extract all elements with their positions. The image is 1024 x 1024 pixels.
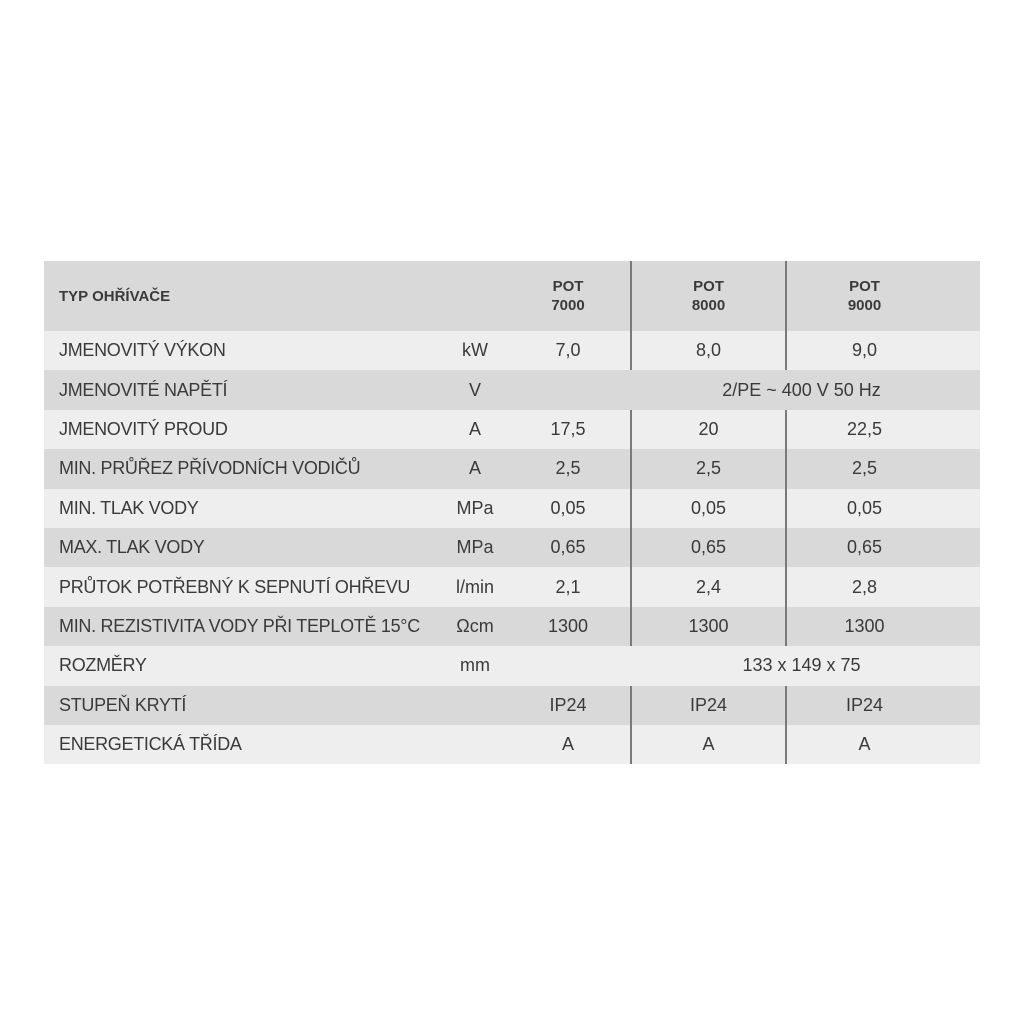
row-value-7000: 1300 [547,615,589,636]
table-row [44,567,980,606]
row-label: MAX. TLAK VODY [59,537,205,558]
row-unit [444,686,506,725]
row-value-8000: 0,65 [630,528,785,567]
row-value-8000: 2,5 [630,449,785,488]
row-value-8000: 20 [630,410,785,449]
row-unit: l/min [455,576,494,597]
table-row [44,331,980,370]
row-value-9000: 0,65 [785,528,942,567]
model-number: 7000 [551,297,585,314]
table-header-row [44,261,980,331]
table-row [44,370,980,409]
row-label: MIN. TLAK VODY [59,497,199,518]
table-row [44,410,980,449]
header-model-9000 [785,261,942,331]
table-row [44,646,980,685]
row-value-7000: 17,5 [550,418,586,439]
row-label: ENERGETICKÁ TŘÍDA [59,734,242,755]
row-value-9000: 22,5 [785,410,942,449]
row-label: MIN. PRŮŘEZ PŘÍVODNÍCH VODIČŮ [59,458,361,479]
model-number: 9000 [847,297,882,314]
row-label: MIN. REZISTIVITA VODY PŘI TEPLOTĚ 15°C [59,615,420,636]
row-value-8000: 2,4 [630,567,785,606]
table-row [44,607,980,646]
model-name: POT [552,278,584,295]
row-value-7000: IP24 [549,694,587,715]
table-row [44,449,980,488]
row-value-9000: IP24 [785,686,942,725]
row-label: STUPEŇ KRYTÍ [59,694,187,715]
row-value-7000: A [561,734,574,755]
row-value-7000: 2,1 [555,576,581,597]
row-unit [444,725,506,764]
model-name: POT [849,278,880,295]
row-label: JMENOVITÝ VÝKON [59,340,226,361]
row-label: JMENOVITÝ PROUD [59,418,228,439]
row-value-7000: 7,0 [555,340,581,361]
row-value-9000: 9,0 [785,331,942,370]
row-unit: MPa [456,497,494,518]
row-unit: kW [462,340,488,361]
row-unit: mm [460,655,490,676]
row-value-8000: A [630,725,785,764]
row-value-8000: 0,05 [630,489,785,528]
row-unit: Ωcm [456,615,494,636]
header-model-7000 [506,261,630,331]
row-shared-value: 2/PE ~ 400 V 50 Hz [722,379,881,400]
table-row [44,686,980,725]
row-value-9000: 1300 [785,607,942,646]
row-value-9000: A [785,725,942,764]
header-label: TYP OHŘÍVAČE [59,287,171,305]
row-value-7000: 2,5 [555,458,581,479]
row-value-7000: 0,65 [550,537,586,558]
row-unit: MPa [456,537,494,558]
row-unit: V [468,379,481,400]
row-label: ROZMĚRY [59,655,147,676]
row-unit: A [468,418,481,439]
row-value-8000: 8,0 [630,331,785,370]
model-name: POT [693,278,724,295]
row-label: JMENOVITÉ NAPĚTÍ [59,379,228,400]
row-value-8000: IP24 [630,686,785,725]
row-unit: A [468,458,481,479]
row-shared-value: 133 x 149 x 75 [742,655,861,676]
header-unit-cell [444,261,506,331]
header-model-8000 [630,261,785,331]
table-row [44,489,980,528]
table-row [44,528,980,567]
table-row [44,725,980,764]
model-number: 8000 [691,297,726,314]
row-label: PRŮTOK POTŘEBNÝ K SEPNUTÍ OHŘEVU [59,576,411,597]
row-value-8000: 1300 [630,607,785,646]
row-value-9000: 2,8 [785,567,942,606]
row-value-9000: 0,05 [785,489,942,528]
spec-table [44,261,980,764]
row-value-9000: 2,5 [785,449,942,488]
table-body [44,331,980,764]
row-value-7000: 0,05 [550,497,586,518]
